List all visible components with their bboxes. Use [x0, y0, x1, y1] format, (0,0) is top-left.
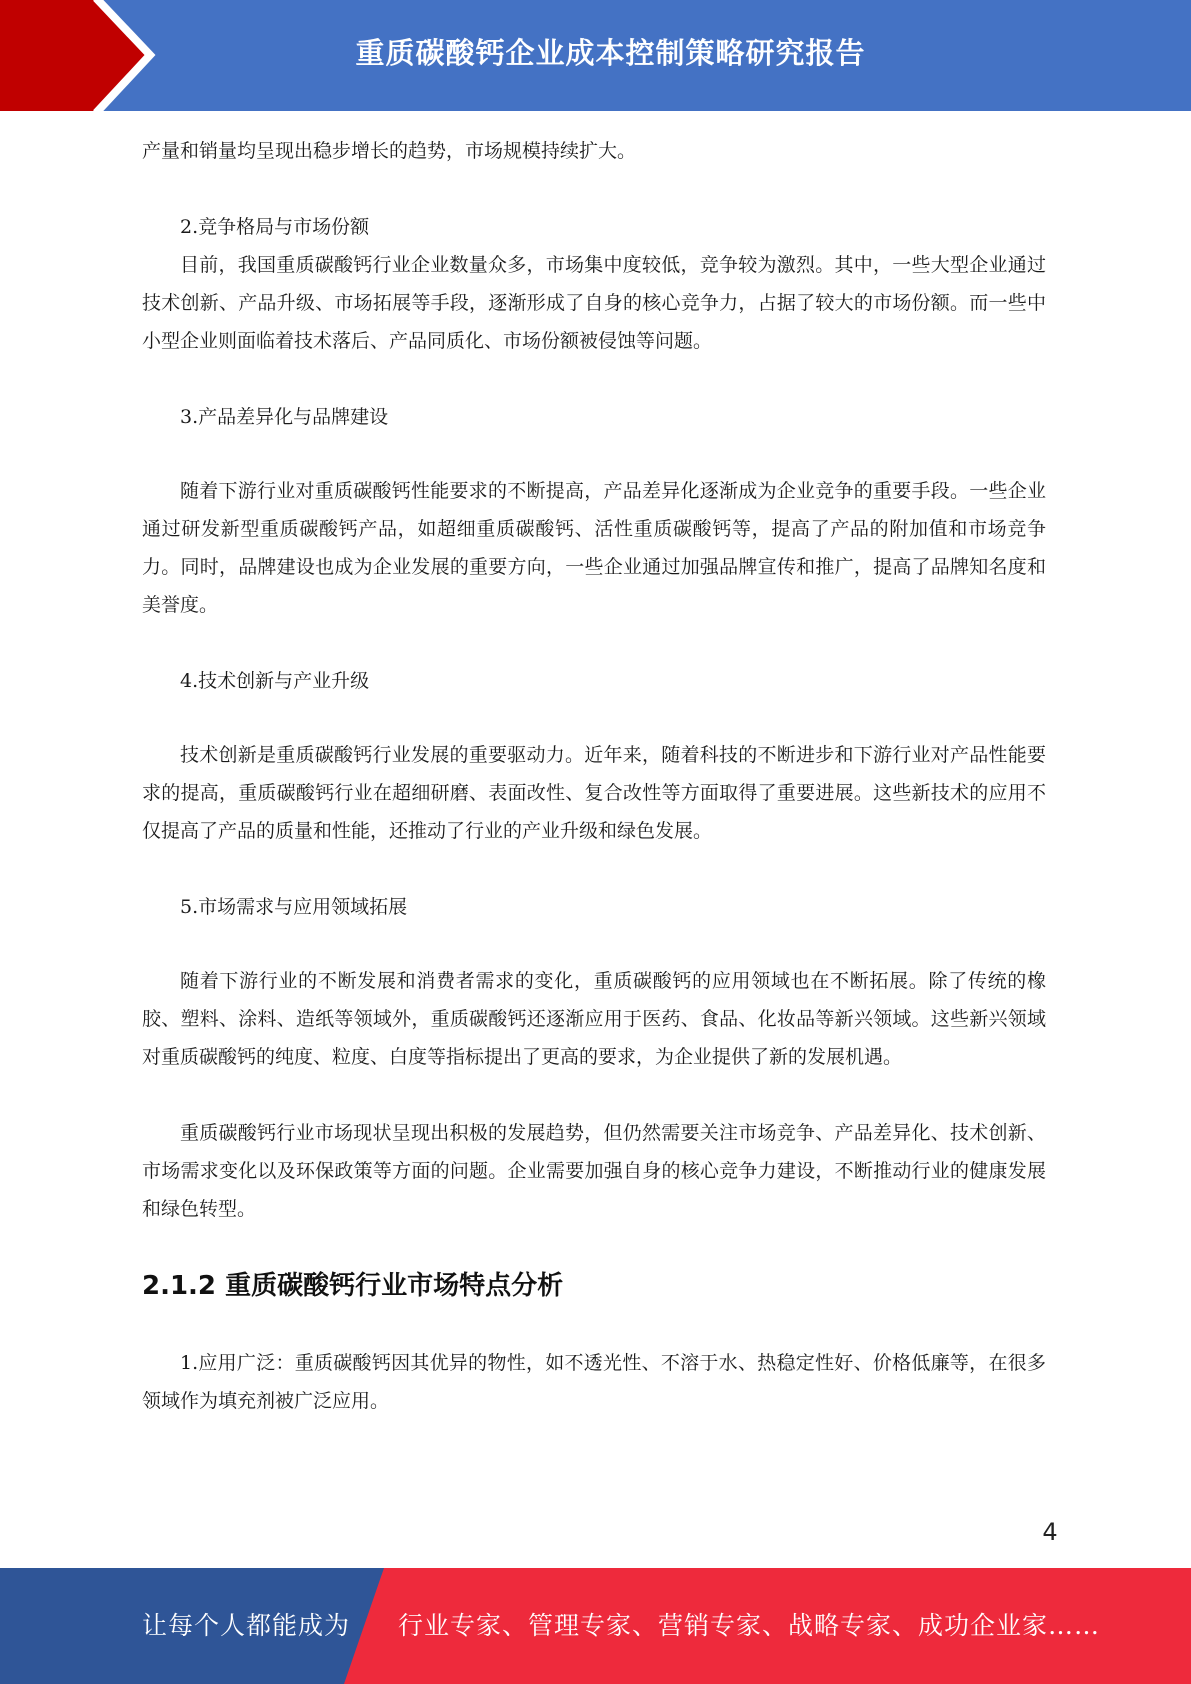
paragraph-intro-continuation: 产量和销量均呈现出稳步增长的趋势，市场规模持续扩大。 [142, 140, 637, 162]
paragraph-differentiation: 随着下游行业对重质碳酸钙性能要求的不断提高，产品差异化逐渐成为企业竞争的重要手段。一些企业通过研发新型重质碳酸钙产品，如超细重质碳酸钙、活性重质碳酸钙等，提高了产品的附加值和市场竞争力。同时，品牌建设也成为企业发展的重要方向，一些企业通过加强品牌宣传和推广，提高了品牌知名度和美誉度。 [142, 480, 1046, 616]
item-heading-demand: 5.市场需求与应用领域拓展 [180, 896, 408, 918]
page-number: 4 [1042, 1518, 1058, 1546]
page-header [0, 0, 1191, 111]
paragraph-feature-wide-use: 1.应用广泛：重质碳酸钙因其优异的物性，如不透光性、不溶于水、热稳定性好、价格低廉等，在很多领域作为填充剂被广泛应用。 [142, 1352, 1046, 1412]
paragraph-innovation: 技术创新是重质碳酸钙行业发展的重要驱动力。近年来，随着科技的不断进步和下游行业对产品性能要求的提高，重质碳酸钙行业在超细研磨、表面改性、复合改性等方面取得了重要进展。这些新技术的应用不仅提高了产品的质量和性能，还推动了行业的产业升级和绿色发展。 [142, 744, 1046, 842]
footer-slogan-right: 行业专家、管理专家、营销专家、战略专家、成功企业家…… [398, 1611, 1101, 1640]
report-title: 重质碳酸钙企业成本控制策略研究报告 [355, 36, 866, 70]
paragraph-competition: 目前，我国重质碳酸钙行业企业数量众多，市场集中度较低，竞争较为激烈。其中，一些大型企业通过技术创新、产品升级、市场拓展等手段，逐渐形成了自身的核心竞争力，占据了较大的市场份额。而一些中小型企业则面临着技术落后、产品同质化、市场份额被侵蚀等问题。 [142, 254, 1046, 352]
paragraph-summary: 重质碳酸钙行业市场现状呈现出积极的发展趋势，但仍然需要关注市场竞争、产品差异化、技术创新、市场需求变化以及环保政策等方面的问题。企业需要加强自身的核心竞争力建设，不断推动行业的健康发展和绿色转型。 [142, 1122, 1046, 1220]
paragraph-demand: 随着下游行业的不断发展和消费者需求的变化，重质碳酸钙的应用领域也在不断拓展。除了传统的橡胶、塑料、涂料、造纸等领域外，重质碳酸钙还逐渐应用于医药、食品、化妆品等新兴领域。这些新兴领域对重质碳酸钙的纯度、粒度、白度等指标提出了更高的要求，为企业提供了新的发展机遇。 [142, 970, 1046, 1068]
item-heading-competition: 2.竞争格局与市场份额 [180, 216, 370, 238]
page-footer [0, 1568, 1191, 1684]
item-heading-innovation: 4.技术创新与产业升级 [180, 670, 370, 692]
section-heading: 2.1.2 重质碳酸钙行业市场特点分析 [142, 1271, 564, 1301]
main-content [142, 132, 1046, 1420]
footer-slogan-left: 让每个人都能成为 [142, 1611, 351, 1640]
item-heading-differentiation: 3.产品差异化与品牌建设 [180, 406, 389, 428]
